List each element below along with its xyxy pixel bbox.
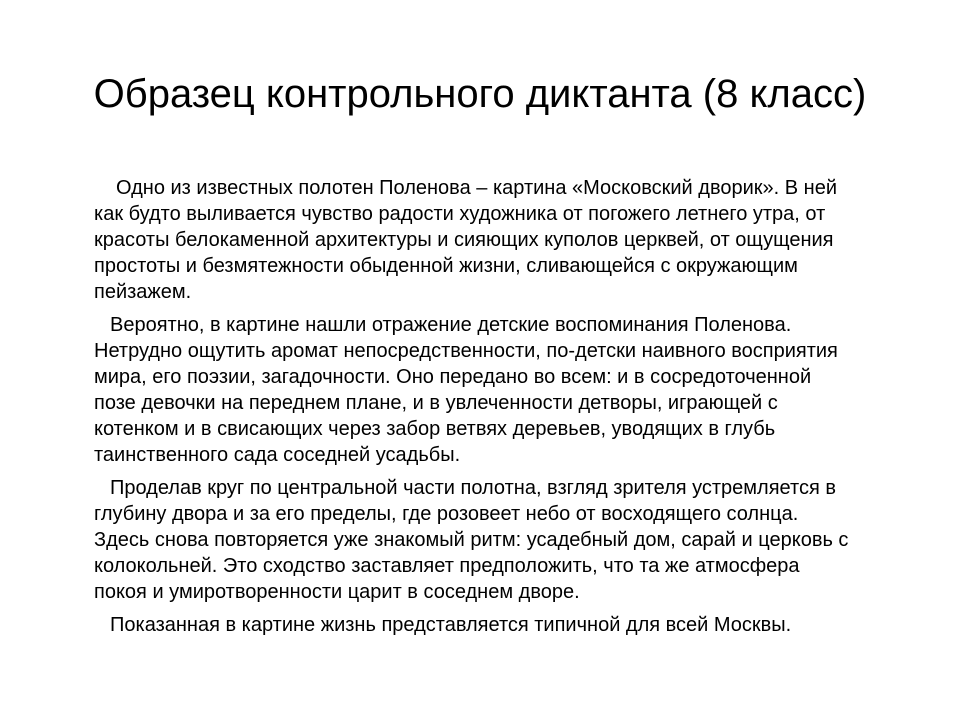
dictation-text (94, 175, 900, 638)
text-line: мира, его поэзии, загадочности. Оно передано во всем: и в сосредоточенной (94, 366, 812, 388)
text-line: покоя и умиротворенности царит в соседнем дворе. (94, 581, 580, 603)
page-title: Образец контрольного диктанта (8 класс) (93, 72, 867, 116)
text-line: пейзажем. (94, 281, 192, 303)
text-line: простоты и безмятежности обыденной жизни, сливающейся с окружающим (94, 255, 798, 277)
text-line: позе девочки на переднем плане, и в увлеченности детворы, играющей с (94, 392, 778, 414)
text-line: Одно из известных полотен Поленова – картина «Московский дворик». В ней (116, 177, 837, 199)
text-line: Проделав круг по центральной части полотна, взгляд зрителя устремляется в (110, 477, 836, 499)
text-line: котенком и в свисающих через забор ветвях деревьев, уводящих в глубь (94, 418, 776, 440)
text-line: красоты белокаменной архитектуры и сияющих куполов церквей, от ощущения (94, 229, 834, 251)
paragraph-2 (94, 312, 900, 468)
paragraph-4 (94, 612, 900, 638)
text-line: как будто выливается чувство радости художника от погожего летнего утра, от (94, 203, 826, 225)
text-line: Показанная в картине жизнь представляется типичной для всей Москвы. (110, 614, 792, 636)
text-line: Нетрудно ощутить аромат непосредственности, по-детски наивного восприятия (94, 340, 838, 362)
text-line: Здесь снова повторяется уже знакомый ритм: усадебный дом, сарай и церковь с (94, 529, 849, 551)
text-line: таинственного сада соседней усадьбы. (94, 444, 461, 466)
paragraph-3 (94, 475, 900, 605)
text-line: Вероятно, в картине нашли отражение детские воспоминания Поленова. (110, 314, 792, 336)
text-line: колокольней. Это сходство заставляет предположить, что та же атмосфера (94, 555, 800, 577)
paragraph-1 (94, 175, 900, 305)
text-line: глубину двора и за его пределы, где розовеет небо от восходящего солнца. (94, 503, 799, 525)
